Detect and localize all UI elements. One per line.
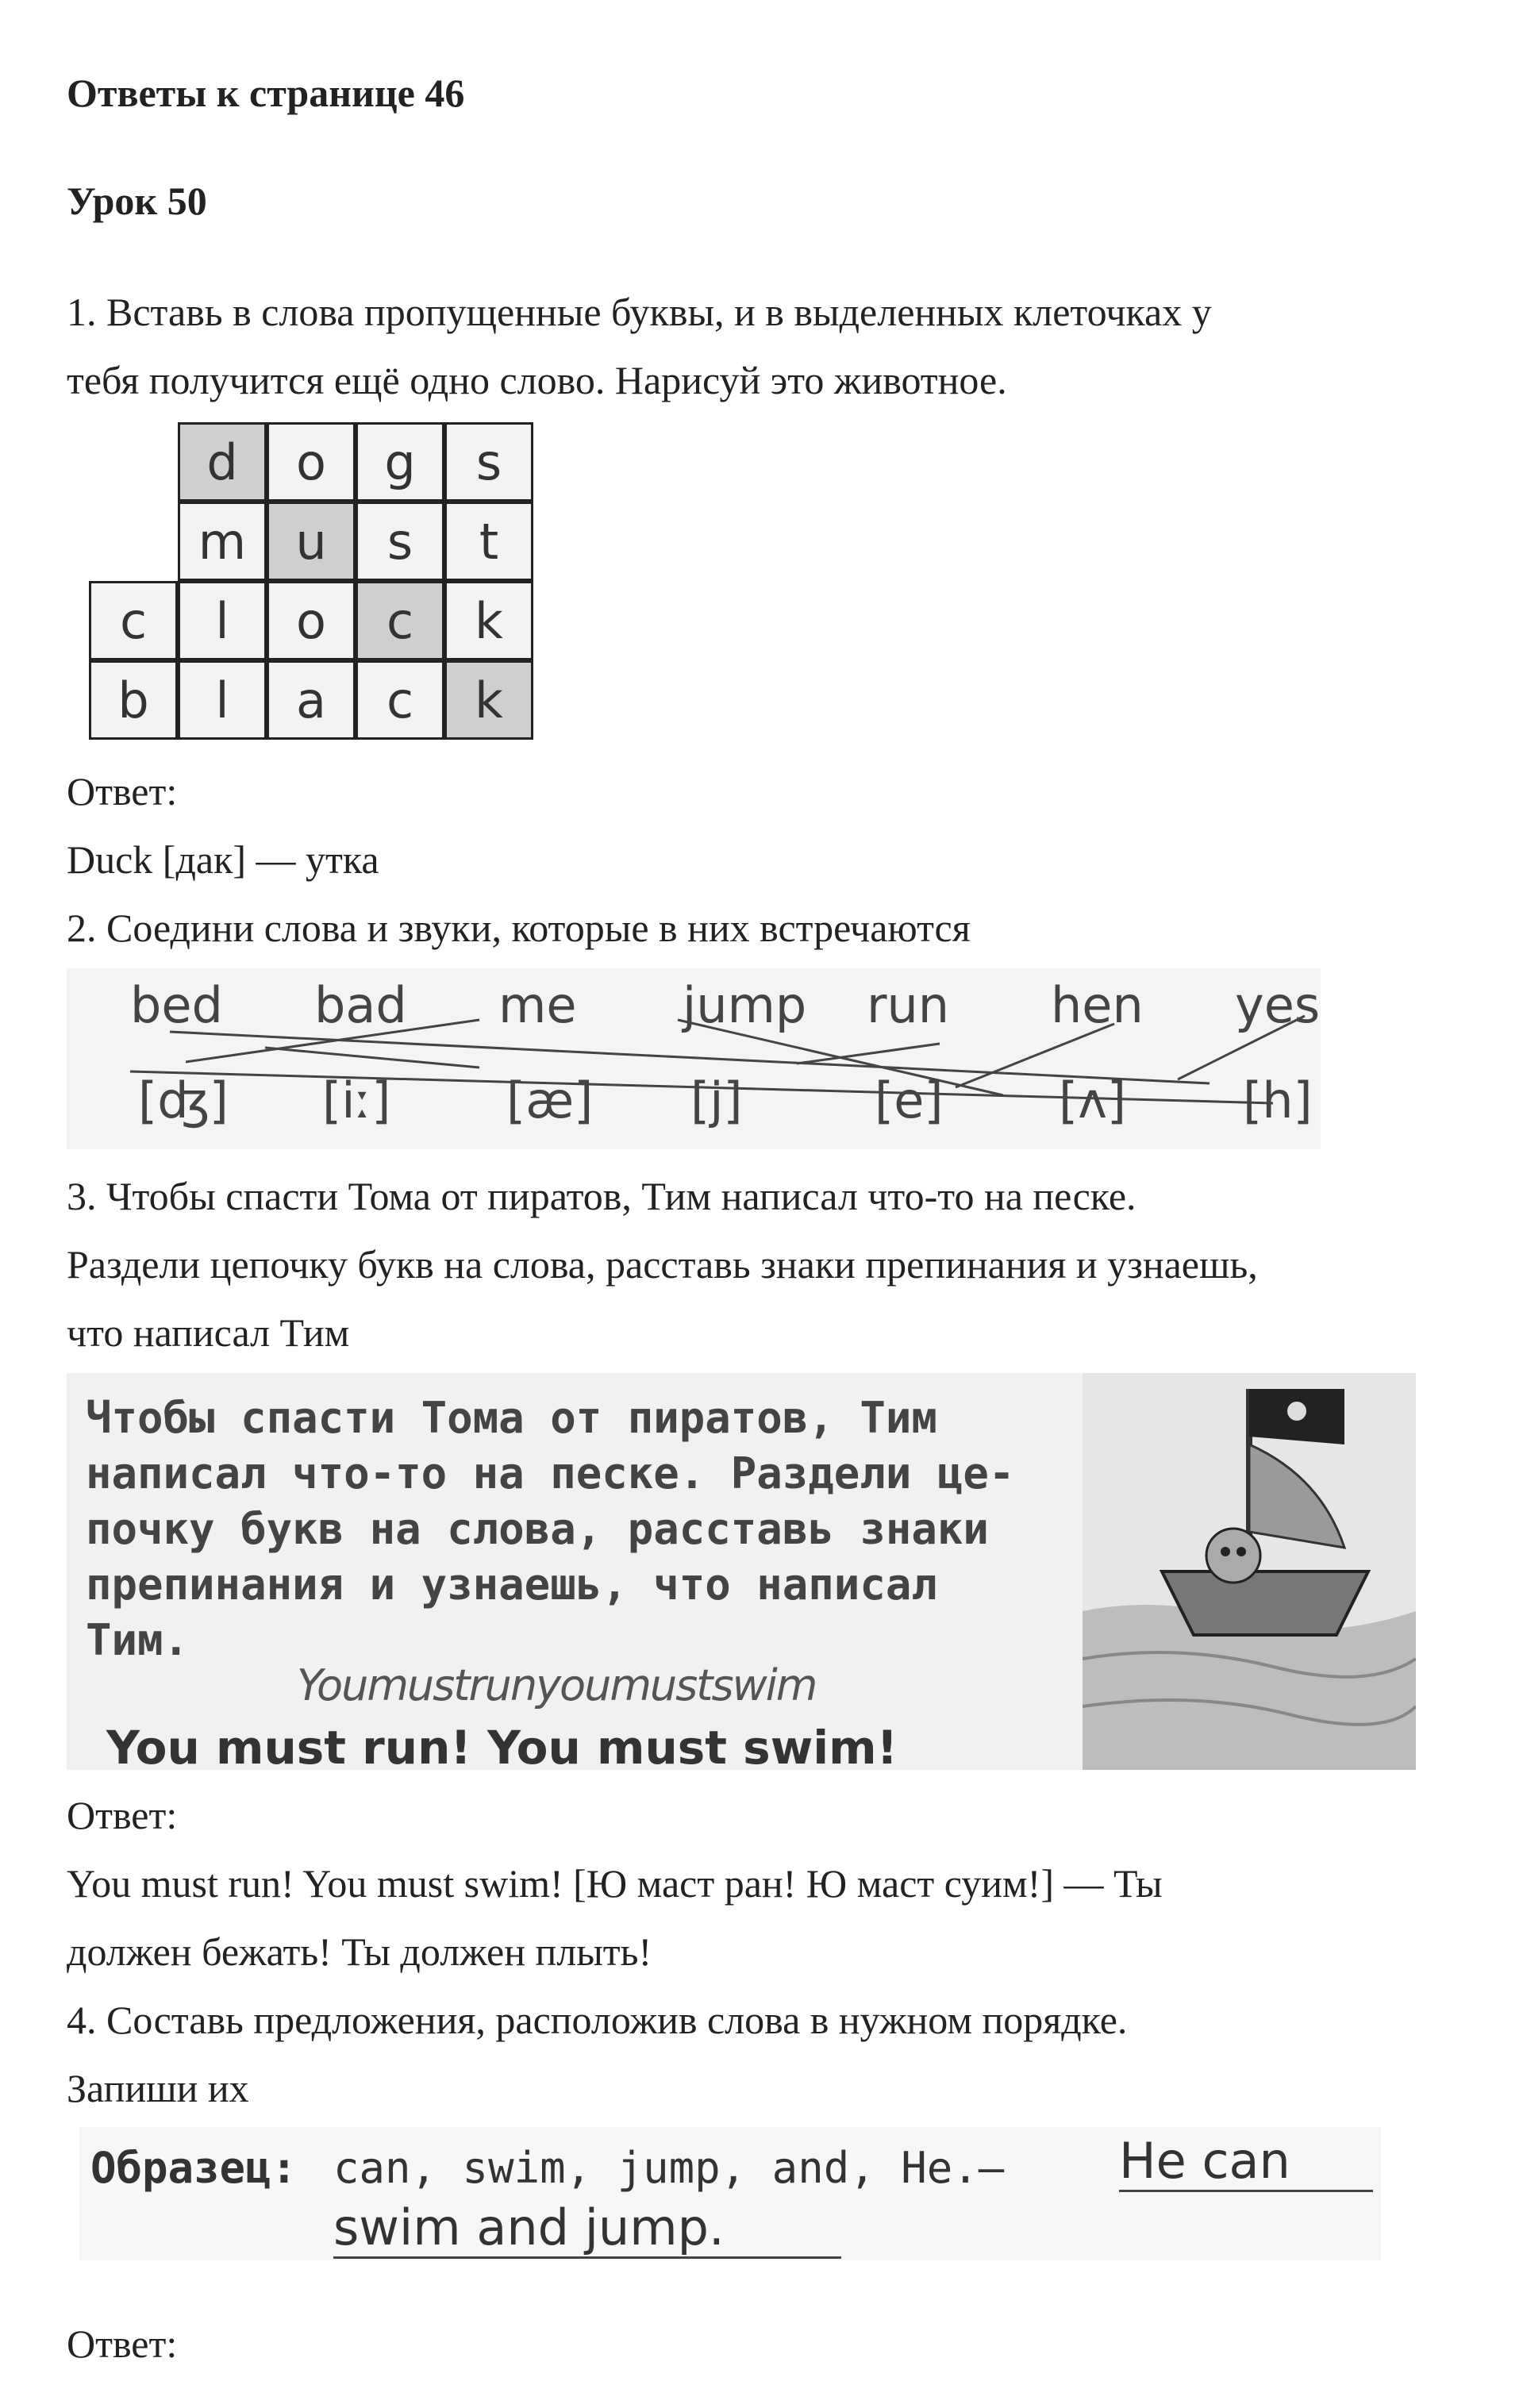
grid-cell: l [178, 660, 267, 740]
sound-item: [æ] [506, 1071, 594, 1129]
task3-answer-label: Ответ: [67, 1793, 178, 1837]
pirate-ship-illustration [1083, 1373, 1416, 1770]
letter-chain: Youmustrunyoumustswim [297, 1660, 817, 1710]
word-item: run [867, 976, 950, 1034]
grid-cell: k [444, 581, 533, 660]
sound-item: [e] [875, 1071, 944, 1129]
word-item: hen [1051, 976, 1144, 1034]
task1-text-line2: тебя получится ещё одно слово. Нарисуй это животное. [67, 358, 1007, 402]
grid-cell: k [444, 660, 533, 740]
task1-answer: Duck [дак] — утка [67, 837, 379, 882]
grid-cell: b [89, 660, 178, 740]
task1-answer-label: Ответ: [67, 769, 178, 814]
image-text-line: написал что-то на песке. Раздели це- [86, 1448, 1015, 1498]
grid-cell: l [178, 581, 267, 660]
task3-text-line2: Раздели цепочку букв на слова, расставь знаки препинания и узнаешь, [67, 1242, 1258, 1287]
task3-text-line1: 3. Чтобы спасти Тома от пиратов, Тим написал что-то на песке. [67, 1174, 1136, 1218]
grid-cell: t [444, 502, 533, 581]
image-text-line: Чтобы спасти Тома от пиратов, Тим [86, 1393, 937, 1443]
word-item: bad [314, 976, 407, 1034]
task3-answer-line1: You must run! You must swim! [Ю маст ран! Ю маст суим!] — Ты [67, 1861, 1163, 1906]
task3-answer-line2: должен бежать! Ты должен плыть! [67, 1929, 652, 1974]
image-text-line: препинания и узнаешь, что написал [86, 1560, 937, 1610]
word-item: me [498, 976, 577, 1034]
word-item: yes [1235, 976, 1321, 1034]
word-item: bed [130, 976, 223, 1034]
image-text-line: почку букв на слова, расставь знаки [86, 1504, 989, 1554]
sample-image [79, 2127, 1381, 2260]
grid-cell: c [356, 581, 444, 660]
task3-text-line3: что написал Тим [67, 1310, 350, 1355]
letter-grid [89, 422, 540, 746]
grid-cell: o [267, 581, 356, 660]
grid-cell: m [178, 502, 267, 581]
task1-text-line1: 1. Вставь в слова пропущенные буквы, и в выделенных клеточках у [67, 290, 1212, 334]
grid-cell: u [267, 502, 356, 581]
pirate-task-image [67, 1373, 1416, 1775]
sample-answer-line2: swim and jump. [333, 2198, 841, 2259]
words-sounds-image [67, 968, 1321, 1149]
grid-cell: c [89, 581, 178, 660]
grid-cell: o [267, 422, 356, 502]
grid-cell: s [356, 502, 444, 581]
image-text-line: Тим. [86, 1615, 190, 1665]
grid-cell: s [444, 422, 533, 502]
grid-cell: d [178, 422, 267, 502]
grid-cell: g [356, 422, 444, 502]
task4-text-line2: Запиши их [67, 2066, 249, 2110]
sound-item: [iː] [322, 1071, 391, 1129]
page-heading: Ответы к странице 46 [67, 71, 465, 115]
task2-text: 2. Соедини слова и звуки, которые в них встречаются [67, 906, 971, 950]
grid-cell: c [356, 660, 444, 740]
grid-cell: a [267, 660, 356, 740]
lesson-title: Урок 50 [67, 179, 207, 223]
task4-answer-label: Ответ: [67, 2321, 178, 2366]
sample-label: Образец: [90, 2143, 298, 2193]
chain-solution: You must run! You must swim! [106, 1721, 898, 1775]
sound-item: [ʤ] [138, 1071, 229, 1129]
sound-item: [h] [1243, 1071, 1313, 1129]
sound-item: [j] [690, 1071, 743, 1129]
sound-item: [ʌ] [1059, 1071, 1127, 1129]
task4-text-line1: 4. Составь предложения, расположив слова в нужном порядке. [67, 1998, 1128, 2042]
sample-answer-line1: He can [1119, 2132, 1373, 2192]
word-item: jump [683, 976, 807, 1034]
sample-words: can, swim, jump, and, He.— [333, 2143, 1005, 2193]
